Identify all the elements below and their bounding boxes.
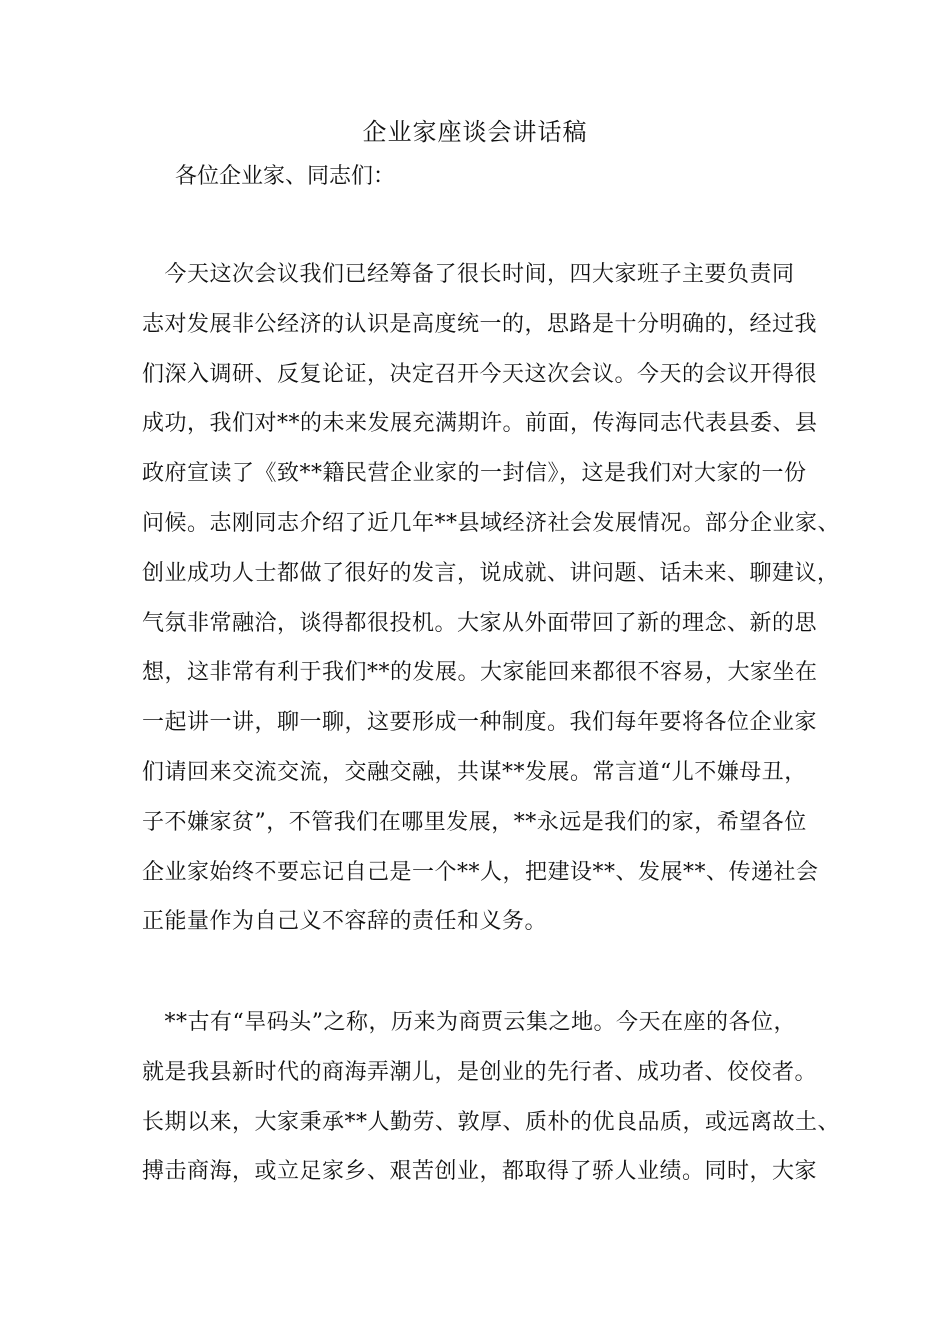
paragraph-1 — [142, 257, 842, 954]
paragraph-line: 长期以来，大家秉承**人勤劳、敦厚、质朴的优良品质，或远离故土、 — [142, 1109, 841, 1135]
paragraph-line: 们深入调研、反复论证，决定召开今天这次会议。今天的会议开得很 — [142, 361, 818, 387]
paragraph-2 — [142, 1005, 842, 1204]
paragraph-line: **古有“旱码头”之称，历来为商贾云集之地。今天在座的各位， — [142, 1010, 796, 1035]
paragraph-line: 就是我县新时代的商海弄潮儿，是创业的先行者、成功者、佼佼者。 — [142, 1059, 818, 1085]
paragraph-line: 企业家始终不要忘记自己是一个**人，把建设**、发展**、传递社会 — [142, 859, 819, 885]
paragraph-line: 创业成功人士都做了很好的发言，说成就、讲问题、话未来、聊建议， — [142, 560, 840, 586]
salutation: 各位企业家、同志们： — [175, 164, 396, 189]
paragraph-line: 一起讲一讲，聊一聊，这要形成一种制度。我们每年要将各位企业家 — [142, 710, 818, 736]
paragraph-line: 们请回来交流交流，交融交融，共谋**发展。常言道“儿不嫌母丑， — [142, 759, 807, 785]
paragraph-line: 气氛非常融洽，谈得都很投机。大家从外面带回了新的理念、新的思 — [142, 610, 818, 636]
paragraph-line: 成功，我们对**的未来发展充满期许。前面，传海同志代表县委、县 — [142, 411, 818, 437]
paragraph-line: 今天这次会议我们已经筹备了很长时间，四大家班子主要负责同 — [142, 262, 795, 287]
paragraph-line: 问候。志刚同志介绍了近几年**县域经济社会发展情况。部分企业家、 — [142, 510, 841, 536]
paragraph-line: 搏击商海，或立足家乡、艰苦创业，都取得了骄人业绩。同时，大家 — [142, 1159, 818, 1185]
paragraph-line: 正能量作为自己义不容辞的责任和义务。 — [142, 909, 548, 935]
paragraph-line: 志对发展非公经济的认识是高度统一的，思路是十分明确的，经过我 — [142, 311, 818, 337]
paragraph-line: 政府宣读了《致**籍民营企业家的一封信》，这是我们对大家的一份 — [142, 461, 807, 487]
paragraph-line: 想，这非常有利于我们**的发展。大家能回来都很不容易，大家坐在 — [142, 660, 818, 686]
document-title: 企业家座谈会讲话稿 — [362, 118, 588, 146]
paragraph-line: 子不嫌家贫”，不管我们在哪里发展，**永远是我们的家，希望各位 — [142, 809, 807, 835]
